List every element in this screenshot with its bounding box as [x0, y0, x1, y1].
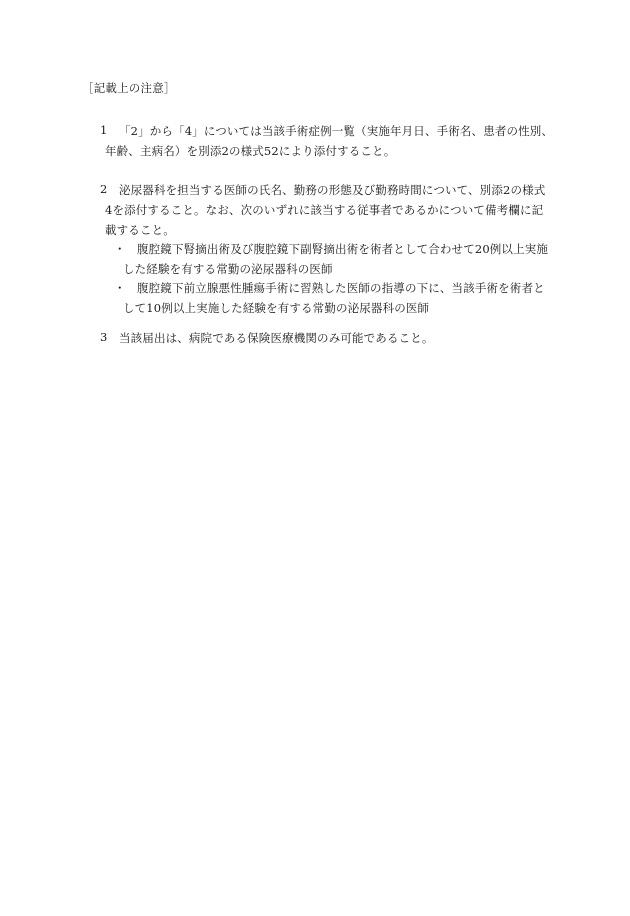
bullet-2-mark: ・: [114, 281, 126, 295]
note-3-number: 3: [100, 330, 108, 344]
bullet-1-mark: ・: [114, 242, 126, 256]
note-1-number: 1: [100, 123, 108, 137]
note-1-line-2: 年齢、主病名）を別添2の様式52により添付すること。: [105, 144, 396, 158]
note-2-line-1: 泌尿器科を担当する医師の氏名、勤務の形態及び勤務時間について、別添2の様式: [119, 183, 546, 197]
bullet-1-line-1: 腹腔鏡下腎摘出術及び腹腔鏡下副腎摘出術を術者として合わせて20例以上実施: [137, 242, 549, 256]
notes-heading: ［記載上の注意］: [82, 81, 176, 95]
bullet-1-line-2: した経験を有する常勤の泌尿器科の医師: [123, 262, 333, 276]
bullet-2-line-2: して10例以上実施した経験を有する常勤の泌尿器科の医師: [123, 301, 430, 315]
bullet-2-line-1: 腹腔鏡下前立腺悪性腫瘍手術に習熟した医師の指導の下に、当該手術を術者と: [137, 281, 545, 295]
note-2-line-2: 4を添付すること。なお、次のいずれに該当する従事者であるかについて備考欄に記: [105, 203, 544, 217]
note-3-line-1: 当該届出は、病院である保険医療機関のみ可能であること。: [119, 331, 434, 345]
note-1-line-1: 「2」から「4」については当該手術症例一覧（実施年月日、手術名、患者の性別、: [119, 124, 554, 138]
note-2-line-3: 載すること。: [105, 223, 175, 237]
note-2-number: 2: [100, 182, 108, 196]
